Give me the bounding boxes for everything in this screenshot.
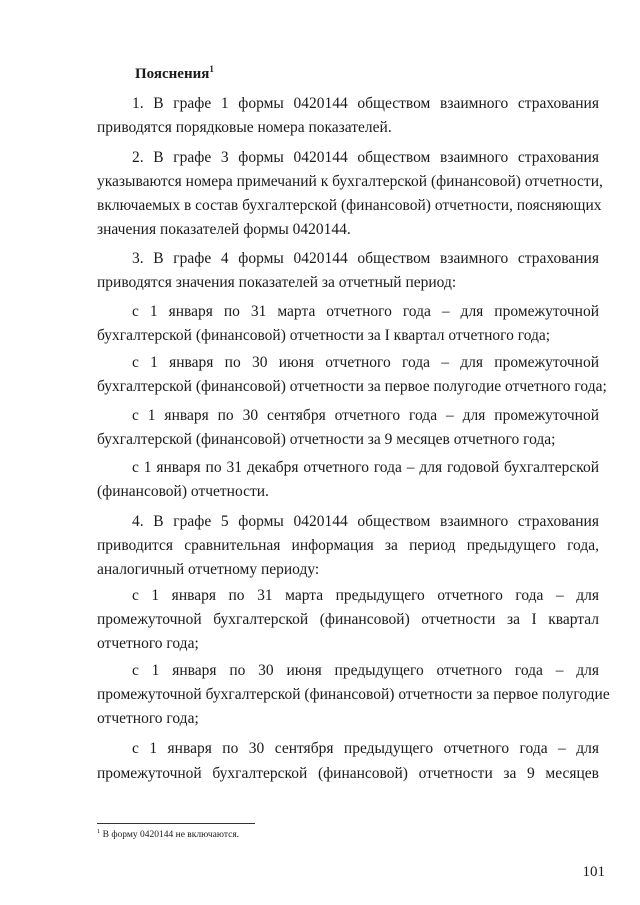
paragraph-line: бухгалтерской (финансовой) отчетности за первое полугодие отчетного года; — [97, 378, 607, 395]
paragraph-line: (финансовой) отчетности. — [97, 483, 269, 500]
paragraph-line: с 1 января по 30 июня отчетного года – для промежуточной — [132, 354, 599, 371]
footnote-ref: 1 — [209, 64, 214, 74]
paragraph-line: включаемых в состав бухгалтерской (финансовой) отчетности, поясняющих — [97, 197, 602, 214]
footnote-marker: 1 — [97, 827, 101, 835]
paragraph-line: с 1 января по 31 марта отчетного года – для промежуточной — [132, 303, 599, 320]
paragraph-line: с 1 января по 30 сентября предыдущего отчетного года – для — [132, 740, 599, 757]
paragraph-line: приводятся значения показателей за отчетный период: — [97, 274, 457, 291]
footnote-divider — [97, 823, 255, 824]
section-heading — [135, 64, 214, 84]
paragraph-line: значения показателей формы 0420144. — [97, 221, 351, 238]
paragraph-line: 4. В графе 5 формы 0420144 обществом взаимного страхования — [132, 513, 599, 530]
footnote — [97, 829, 239, 841]
heading-text: Пояснения — [135, 66, 210, 82]
paragraph-line: с 1 января по 30 сентября отчетного года – для промежуточной — [132, 407, 599, 424]
paragraph-line: 3. В графе 4 формы 0420144 обществом взаимного страхования — [132, 250, 599, 267]
page-number: 101 — [582, 864, 605, 880]
paragraph-line: промежуточной бухгалтерской (финансовой) отчетности за I квартал — [97, 611, 599, 628]
footnote-text: В форму 0420144 не включаются. — [100, 830, 240, 840]
paragraph-line: указываются номера примечаний к бухгалтерской (финансовой) отчетности, — [97, 173, 603, 190]
paragraph-line: 1. В графе 1 формы 0420144 обществом взаимного страхования — [132, 95, 599, 112]
paragraph-line: промежуточной бухгалтерской (финансовой) отчетности за 9 месяцев — [97, 765, 599, 782]
paragraph-line: с 1 января по 31 марта предыдущего отчетного года – для — [132, 587, 599, 604]
paragraph-line: с 1 января по 30 июня предыдущего отчетного года – для — [132, 662, 599, 679]
paragraph-line: промежуточной бухгалтерской (финансовой) отчетности за первое полугодие — [97, 686, 610, 703]
paragraph-line: аналогичный отчетному периоду: — [97, 561, 320, 578]
paragraph-line: бухгалтерской (финансовой) отчетности за 9 месяцев отчетного года; — [97, 431, 556, 448]
paragraph-line: отчетного года; — [97, 635, 199, 652]
paragraph-line: 2. В графе 3 формы 0420144 обществом взаимного страхования — [132, 149, 599, 166]
paragraph-line: приводится сравнительная информация за период предыдущего года, — [97, 537, 599, 554]
paragraph-line: приводятся порядковые номера показателей. — [97, 119, 392, 136]
paragraph-line: отчетного года; — [97, 710, 199, 727]
paragraph-line: бухгалтерской (финансовой) отчетности за I квартал отчетного года; — [97, 327, 551, 344]
paragraph-line: с 1 января по 31 декабря отчетного года – для годовой бухгалтерской — [132, 459, 599, 476]
